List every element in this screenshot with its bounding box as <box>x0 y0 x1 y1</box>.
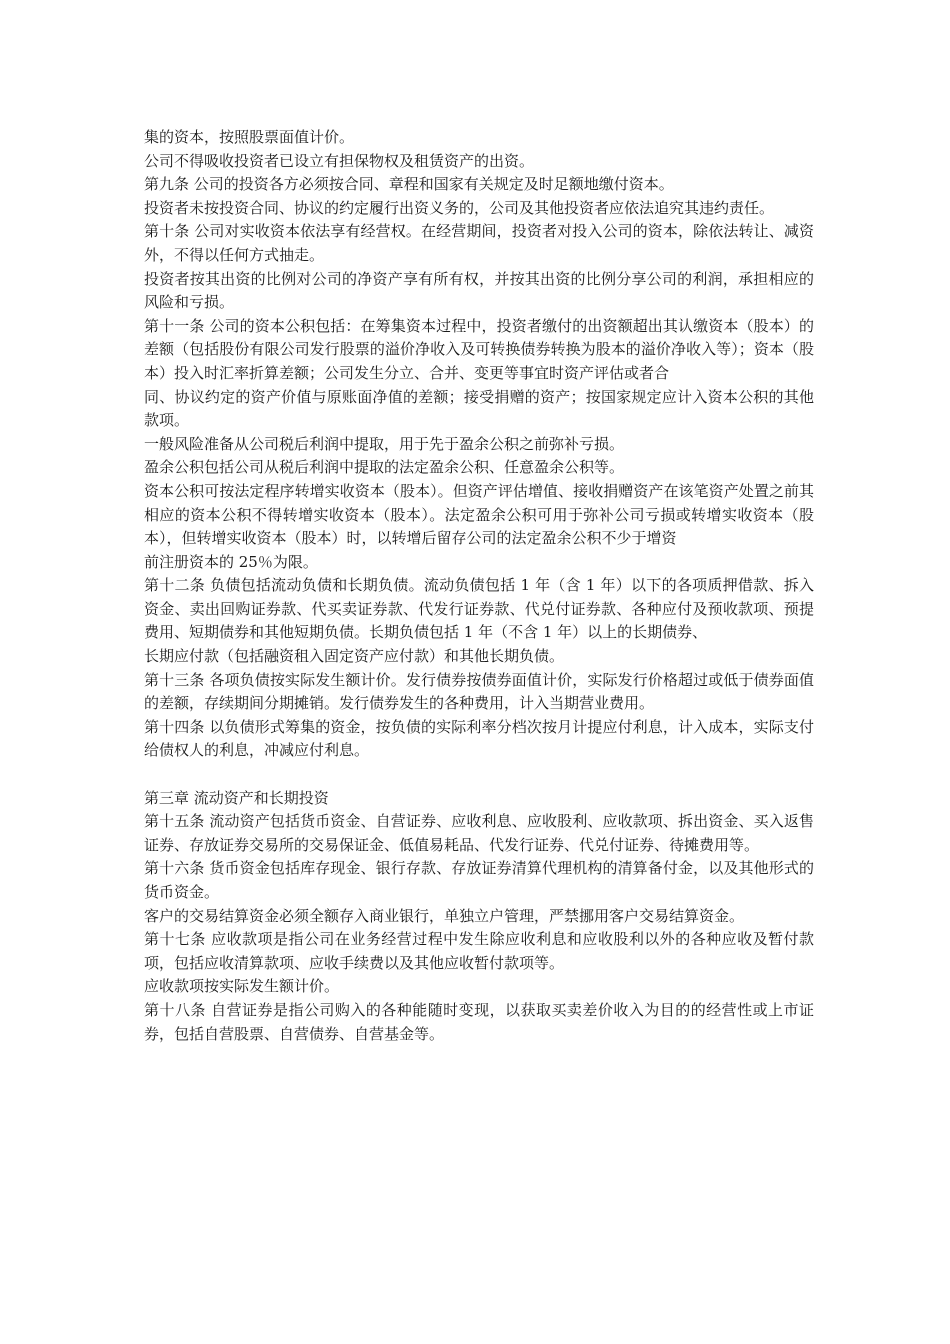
paragraph-9: 一般风险准备从公司税后利润中提取，用于先于盈余公积之前弥补亏损。 <box>144 434 625 453</box>
article-10: 第十条 公司对实收资本依法享有经营权。在经营期间，投资者对投入公司的资本，除依法转让、减资外，不得以任何方式抽走。 <box>144 222 814 264</box>
paragraph-6: 投资者按其出资的比例对公司的净资产享有所有权，并按其出资的比例分享公司的利润，承担相应的风险和亏损。 <box>144 269 814 312</box>
article-15: 第十五条 流动资产包括货币资金、自营证券、应收利息、应收股利、应收款项、拆出资金、买入返售证券、存放证券交易所的交易保证金、低值易耗品、代发行证券、代兑付证券、待摊费用等。 <box>144 812 814 854</box>
paragraph-23: 应收款项按实际发生额计价。 <box>144 977 340 996</box>
article-11: 第十一条 公司的资本公积包括：在筹集资本过程中，投资者缴付的出资额超出其认缴资本（股本）的差额（包括股份有限公司发行股票的溢价净收入及可转换债券转换为股本的溢价净收入等）；资本（股本）投入时汇率折算差额；公司发生分立、合并、变更等事宜时资产评估或者合 <box>144 316 814 382</box>
paragraph-12: 前注册资本的 25％为限。 <box>144 552 318 571</box>
article-18: 第十八条 自营证券是指公司购入的各种能随时变现，以获取买卖差价收入为目的的经营性或上市证券，包括自营股票、自营债券、自营基金等。 <box>144 1000 814 1043</box>
article-9: 第九条 公司的投资各方必须按合同、章程和国家有关规定及时足额地缴付资本。 <box>144 175 674 194</box>
paragraph-2: 公司不得吸收投资者已设立有担保物权及租赁资产的出资。 <box>144 151 535 170</box>
article-16: 第十六条 货币资金包括库存现金、银行存款、存放证券清算代理机构的清算备付金，以及其他形式的货币资金。 <box>144 859 814 901</box>
paragraph-4: 投资者未按投资合同、协议的约定履行出资义务的，公司及其他投资者应依法追究其违约责任。 <box>144 198 775 217</box>
article-14: 第十四条 以负债形式筹集的资金，按负债的实际利率分档次按月计提应付利息，计入成本，实际支付给债权人的利息，冲减应付利息。 <box>144 717 814 760</box>
chapter-3-heading: 第三章 流动资产和长期投资 <box>144 788 329 807</box>
paragraph-10: 盈余公积包括公司从税后利润中提取的法定盈余公积、任意盈余公积等。 <box>144 458 625 477</box>
blank-line <box>144 763 814 787</box>
paragraph-11: 资本公积可按法定程序转增实收资本（股本）。但资产评估增值、接收捐赠资产在该笔资产处置之前其相应的资本公积不得转增实收资本（股本）。法定盈余公积可用于弥补公司亏损或转增实收资本（股本），但转增实收资本（股本）时，以转增后留存公司的法定盈余公积不少于增资 <box>144 481 814 548</box>
article-17: 第十七条 应收款项是指公司在业务经营过程中发生除应收利息和应收股利以外的各种应收及暂付款项，包括应收清算款项、应收手续费以及其他应收暂付款项等。 <box>144 930 814 972</box>
paragraph-8: 同、协议约定的资产价值与原账面净值的差额；接受捐赠的资产；按国家规定应计入资本公积的其他款项。 <box>144 387 814 430</box>
document-body <box>144 126 814 1046</box>
paragraph-1: 集的资本，按照股票面值计价。 <box>144 128 355 146</box>
paragraph-21: 客户的交易结算资金必须全额存入商业银行，单独立户管理，严禁挪用客户交易结算资金。 <box>144 906 745 925</box>
article-12: 第十二条 负债包括流动负债和长期负债。流动负债包括 1 年（含 1 年）以下的各项质押借款、拆入资金、卖出回购证券款、代买卖证券款、代发行证券款、代兑付证券款、各种应付及预收款项、预提费用、短期债券和其他短期负债。长期负债包括 1 年（不含 1 年）以上的长期债券、 <box>144 576 814 642</box>
paragraph-14: 长期应付款（包括融资租入固定资产应付款）和其他长期负债。 <box>144 647 565 666</box>
article-13: 第十三条 各项负债按实际发生额计价。发行债券按债券面值计价，实际发行价格超过或低于债券面值的差额，存续期间分期摊销。发行债券发生的各种费用，计入当期营业费用。 <box>144 670 814 713</box>
